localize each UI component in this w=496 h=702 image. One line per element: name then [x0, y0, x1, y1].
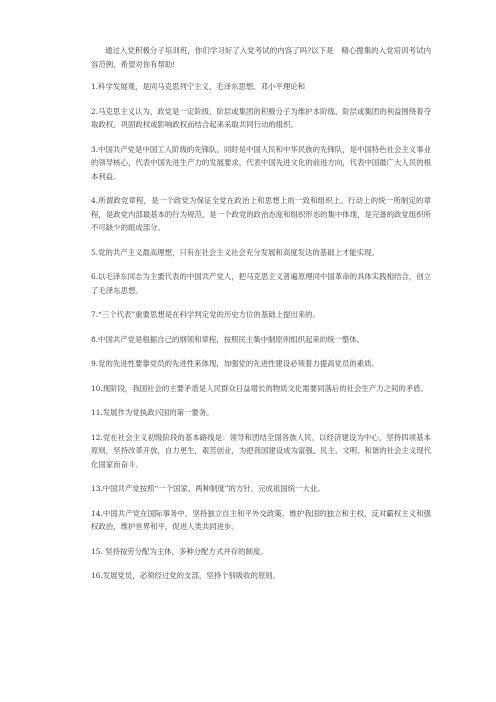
document-body: [91, 44, 431, 594]
list-item: 9.党的先进性要靠党员的先进性来体现，加强党的先进性建设必须着力提高党员的素质。: [91, 359, 379, 368]
intro-paragraph: 通过入党积极分子培训班，你们学习好了入党考试的内容了吗?以下是 精心搜集的入党培训考试内容范例，希望对你有帮助!: [91, 46, 431, 69]
list-item: 11.发展作为党执政兴国的第一要务。: [91, 408, 214, 417]
list-item: 5.党的共产主义最高理想，只有在社会主义社会充分发展和高度发达的基础上才能实现。: [91, 247, 379, 257]
list-item: 12.党在社会主义初级阶段的基本路线是：领导和团结全国各族人民，以经济建设为中心，坚持四项基本原则，坚持改革开放，自力更生，艰苦创业，为把我国建设成为富强、民主、文明、和谐的社会主义现代化国家而奋斗。: [91, 432, 431, 469]
list-item: 1.科学发展观，是同马克思列宁主义、毛泽东思想、邓小平理论和: [91, 82, 305, 91]
list-item: 16.发展党员，必须经过党的支部，坚持个别吸收的原则。: [91, 571, 281, 580]
list-item: 8.中国共产党是根据自己的纲领和章程，按照民主集中制原则组织起来的统一整体。: [91, 334, 365, 344]
list-item: 14.中国共产党在国际事务中，坚持独立自主和平外交政策，维护我国的独立和主权，反对霸权主义和强权政治，维护世界和平，促进人类共同进步。: [91, 508, 431, 531]
list-item: 6.以毛泽东同志为主要代表的中国共产党人，把马克思主义普遍原理同中国革命的具体实践相结合，创立了毛泽东思想。: [91, 272, 431, 295]
list-item: 2.马克思主义认为，政党是一定阶级、阶层或集团的积极分子为维护本阶级、阶层或集团的利益围绕着夺取政权、巩固政权或影响政权而结合起来采取共同行动的组织。: [91, 106, 431, 129]
list-item: 10.现阶段，我国社会的主要矛盾是人民群众日益增长的物质文化需要同落后的社会生产力之间的矛盾。: [91, 383, 428, 393]
list-item: 13.中国共产党按照“一个国家、两种制度”的方针，完成祖国统一大业。: [91, 484, 325, 493]
list-item: 7.“三个代表”重要思想是在科学判定党的历史方位的基础上提出来的。: [91, 310, 320, 319]
list-item: 15. 坚持按劳分配为主体，多种分配方式并存的制度。: [91, 546, 268, 556]
list-item: 4.所谓政党章程，是一个政党为保证全党在政治上和思想上的一致和组织上、行动上的统一所制定的章程，是政党内部最基本的行为规范，是一个政党的政治态度和组织形态的集中体现，是完备的政党组织所不可缺少的组成部分。: [91, 196, 431, 232]
list-item: 3.中国共产党是中国工人阶级的先锋队，同时是中国人民和中华民族的先锋队，是中国特色社会主义事业的领导核心，代表中国先进生产力的发展要求，代表中国先进文化的前进方向，代表中国最广大人民的根本利益。: [91, 144, 431, 181]
